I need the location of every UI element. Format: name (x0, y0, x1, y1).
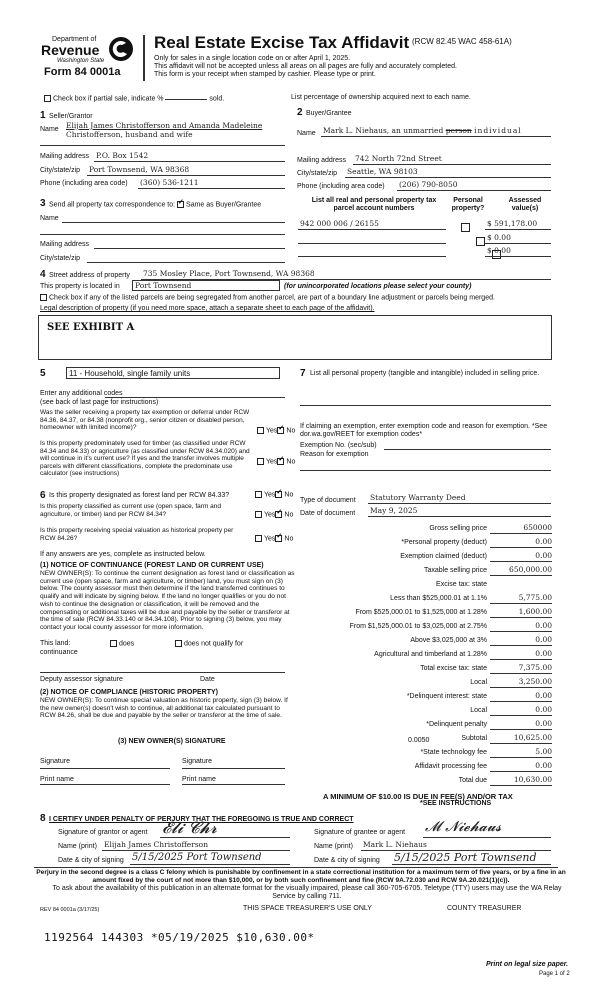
grantor-sig-label: Signature of grantor or agent (58, 829, 148, 836)
section-8-number: 8 (40, 813, 46, 824)
accessibility-notice: To ask about the availability of this publication in an alternate format for the visually impaired, please call 360-705-6705. Teletype (TTY) users may use the WA Relay Service by calling 711. (52, 885, 562, 900)
buyer-city[interactable]: Seattle, WA 98103 (347, 167, 418, 176)
personal-checkbox-2[interactable] (476, 237, 485, 246)
assessed-value-2[interactable]: $ 0.00 (487, 233, 511, 242)
ownership-note: List percentage of ownership acquired next to each name. (291, 94, 471, 101)
section-7-number: 7 (300, 368, 306, 379)
form-title: Real Estate Excise Tax Affidavit (154, 33, 410, 52)
seller-city-label: City/state/zip (40, 167, 81, 174)
reason-label: Reason for exemption (300, 451, 369, 458)
new-owner-signature-1: Signature (40, 758, 70, 765)
seller-name-2[interactable]: Christofferson, husband and wife (66, 130, 193, 139)
tax-row-value[interactable]: 3,250.00 (518, 677, 552, 686)
tax-row-label: *Delinquent penalty (426, 721, 487, 728)
state-label: Washington State (57, 58, 105, 64)
tax-row-label: Total excise tax: state (420, 665, 487, 672)
seller-city-line (87, 175, 285, 176)
s3-mailing-line (94, 248, 285, 249)
tax-row-label: Local (470, 679, 487, 686)
new-owner-print-1: Print name (40, 776, 74, 783)
additional-codes-label: Enter any additional codes (40, 390, 123, 397)
does-not-checkbox[interactable] (175, 640, 182, 647)
notice-3-heading: (3) NEW OWNER(S) SIGNATURE (118, 738, 226, 745)
tax-row-line (490, 547, 552, 548)
revenue-logo-icon (107, 35, 135, 63)
buyer-mailing[interactable]: 742 North 72nd Street (355, 154, 442, 163)
see-instructions: *SEE INSTRUCTIONS (420, 800, 492, 807)
local-rate[interactable]: 0.0050 (408, 737, 430, 744)
tax-row-label: Agricultural and timberland at 1.28% (374, 651, 487, 658)
new-owner-print-line-2 (182, 784, 285, 785)
tax-row-value[interactable]: 0.00 (535, 761, 552, 770)
header-divider (143, 35, 145, 81)
additional-codes-line (105, 397, 285, 398)
grantor-name-label: Name (print) (58, 843, 97, 850)
grantee-name[interactable]: Mark L. Niehaus (363, 840, 427, 849)
personal-col-a: Personal (453, 197, 483, 204)
property-use-select[interactable]: 11 - Household, single family units (66, 367, 280, 379)
tax-row-label: Local (470, 707, 487, 714)
tax-row-label: Gross selling price (429, 525, 487, 532)
partial-sold-label: sold. (209, 95, 225, 103)
parcel-number-1[interactable]: 942 000 006 / 26155 (300, 219, 379, 228)
exemption-no-line (384, 449, 551, 450)
buyer-phone-line (397, 190, 551, 191)
grantee-date-city[interactable]: 5/15/2025 Port Townsend (394, 851, 537, 864)
seller-line (40, 145, 285, 146)
continuance-label: continuance (40, 649, 78, 656)
seller-mailing-line (94, 161, 285, 162)
s6q2-yesno (255, 511, 293, 519)
legal-size-note: Print on legal size paper. (486, 961, 569, 968)
tax-row-label: Affidavit processing fee (414, 763, 487, 770)
answers-note: If any answers are yes, complete as instructed below. (40, 551, 206, 558)
personal-checkbox-1[interactable] (461, 223, 470, 232)
s6q2-yes-label: Yes (264, 511, 276, 519)
buyer-phone-label: Phone (including area code) (297, 183, 385, 190)
s6q2-yes-checkbox[interactable] (255, 511, 262, 518)
q1-no-label: No (286, 427, 296, 435)
historic-question: Is this property receiving special valuation as historical property per RCW 84.26? (40, 527, 234, 542)
tax-row-value[interactable]: 0.00 (535, 649, 552, 658)
doc-type[interactable]: Statutory Warranty Deed (370, 493, 466, 502)
q1-yes-label: Yes (266, 427, 278, 435)
parcel-col-header (304, 197, 444, 213)
exhibit-text: SEE EXHIBIT A (47, 322, 135, 333)
this-land-label: This land: (40, 640, 71, 647)
treasurer-receipt-stamp: 1192564 144303 *05/19/2025 $10,630.00* (44, 931, 315, 944)
tax-row-value[interactable]: 7,375.00 (518, 663, 552, 672)
tax-row-line (490, 729, 552, 730)
tax-row-value[interactable]: 0.00 (535, 551, 552, 560)
s3-city-label: City/state/zip (40, 255, 81, 262)
buyer-name-row[interactable] (323, 126, 522, 135)
parcel-line-2 (298, 243, 446, 244)
segregated-row (40, 294, 495, 302)
seller-name-1[interactable]: Elijah James Christofferson and Amanda Madeleine (66, 121, 263, 130)
tax-row-value[interactable]: 10,630.00 (513, 775, 552, 784)
revision-label: REV 84 0001a (3/17/25) (40, 907, 100, 913)
located-note: (for unincorporated locations please select your county) (284, 283, 472, 290)
grantor-signature[interactable]: 𝓔𝓵𝓲 𝓒𝓱𝓻 (162, 818, 218, 837)
q1-yesno (257, 427, 295, 435)
personal-col-b: property? (451, 205, 485, 212)
header-line-3: This form is your receipt when stamped by cashier. Please type or print. (154, 71, 376, 78)
assessor-date-label: Date (200, 676, 215, 683)
q1-yes-checkbox[interactable] (257, 427, 264, 434)
s3-name-label: Name (40, 215, 59, 222)
section-3-number: 3 (40, 198, 46, 209)
perjury-notice: Perjury in the second degree is a class C felony which is punishable by confinement in a state correctional institution for a maximum term of five years, or by a fine in an amount fixed by the court of not more than $10,000, or by both such confinement and fine (RCW 9A.72.030 and RCW 9A.20.021(1)(c)). (36, 869, 566, 884)
grantor-date-line (130, 864, 290, 865)
segregated-checkbox[interactable] (40, 294, 47, 301)
tax-row-line (490, 715, 552, 716)
tax-row-value[interactable]: 5.00 (535, 747, 552, 756)
street-label: Street address of property (49, 272, 130, 279)
tax-row-value[interactable]: 0.00 (535, 537, 552, 546)
dept-label: Department of (52, 36, 97, 43)
section-3-row (49, 201, 261, 209)
s3-mailing-label: Mailing address (40, 241, 90, 248)
tax-row-label: From $525,000.01 to $1,525,000 at 1.28% (355, 609, 487, 616)
tax-row-label: Subtotal (461, 735, 487, 742)
seller-mailing[interactable]: P.O. Box 1542 (96, 151, 149, 160)
s7-line-1 (300, 405, 551, 406)
s6q3-yes-label: Yes (264, 535, 276, 543)
buyer-phone[interactable]: (206) 790-8050 (399, 180, 458, 189)
tax-row-line (490, 687, 552, 688)
buyer-name-struck: person (445, 126, 472, 135)
does-option (110, 640, 134, 648)
tax-row-label: *Delinquent interest: state (406, 693, 487, 700)
q2-yes-checkbox[interactable] (257, 458, 264, 465)
same-as-buyer-label: Same as Buyer/Grantee (186, 201, 262, 209)
buyer-city-label: City/state/zip (297, 170, 338, 177)
tax-row-label: Taxable selling price (423, 567, 487, 574)
tax-row-value[interactable]: 0.00 (535, 621, 552, 630)
segregated-label: Check box if any of the listed parcels are being segregated from another parcel, are part of a boundary line adjustment or parcels being merged. (49, 294, 495, 302)
assessor-signature-label: Deputy assessor signature (40, 676, 123, 683)
does-checkbox[interactable] (110, 640, 117, 647)
same-as-buyer-checkbox[interactable] (177, 201, 184, 208)
tax-row-line (490, 757, 552, 758)
doc-date-label: Date of document (300, 510, 356, 517)
see-back-note: (see back of last page for instructions) (40, 399, 159, 406)
doc-type-line (368, 503, 551, 504)
q2-yes-label: Yes (266, 458, 278, 466)
seller-city[interactable]: Port Townsend, WA 98368 (89, 165, 190, 174)
buyer-heading: Buyer/Grantee (306, 110, 352, 117)
s6q1-no-label: No (284, 491, 294, 499)
timber-question: Is this property predominately used for timber (as classified under RCW 84.34 and 84.33) or agriculture (as classified under RCW 84.34.020) and will continue in it's current use? If yes and the transfer involves multiple parcels with different classifications, complete the predominate use calculator (see instructions) (40, 440, 250, 477)
new-owner-signature-2: Signature (182, 758, 212, 765)
assessor-sig-line (40, 672, 285, 673)
exemption-instructions: If claiming an exemption, enter exemption code and reason for exemption. *See dor.wa.gov/REET for exemption codes* (300, 423, 548, 438)
notice-2-heading: (2) NOTICE OF COMPLIANCE (HISTORIC PROPERTY) (40, 689, 218, 696)
tax-row-value[interactable]: 10,625.00 (513, 733, 552, 742)
grantee-sig-line (423, 837, 551, 838)
new-owner-print-line-1 (40, 784, 170, 785)
tax-row-value[interactable]: 0.00 (535, 691, 552, 700)
s3-line-2 (40, 234, 285, 235)
tax-row-label: Total due (458, 777, 487, 784)
parcel-line-3 (298, 256, 446, 257)
tax-row-line (490, 603, 552, 604)
tax-row-line (490, 743, 552, 744)
buyer-mailing-label: Mailing address (297, 157, 347, 164)
q2-no-label: No (286, 458, 296, 466)
assessed-line-1 (485, 229, 551, 230)
street-address[interactable]: 735 Mosley Place, Port Townsend, WA 98368 (143, 269, 315, 278)
s6q1-yes-label: Yes (264, 491, 276, 499)
seller-phone[interactable]: (360) 536-1211 (140, 178, 199, 187)
tax-row-line (490, 533, 552, 534)
tax-row-value[interactable]: 0.00 (535, 705, 552, 714)
grantee-sig-label: Signature of grantee or agent (314, 829, 406, 836)
tax-row-label: From $1,525,000.01 to $3,025,000 at 2.75% (349, 623, 487, 630)
minimum-fee-notice: A MINIMUM OF $10.00 IS DUE IN FEE(S) AND/OR TAX (323, 792, 513, 801)
buyer-city-line (345, 177, 551, 178)
personal-property-text: List all personal property (tangible and intangible) included in selling price. (310, 370, 540, 377)
tax-row-label: Less than $525,000.01 at 1.1% (390, 595, 487, 602)
assessed-col-header (503, 197, 547, 213)
header-line-1: Only for sales in a single location code on or after April 1, 2025. (154, 55, 351, 62)
parcel-line-1 (298, 229, 446, 230)
s6q3-yesno (255, 535, 293, 543)
rcw-reference: (RCW 82.45 WAC 458-61A) (412, 37, 512, 46)
assessed-col-b: value(s) (511, 205, 539, 212)
s6q2-no-label: No (284, 511, 294, 519)
grantor-date-city[interactable]: 5/15/2025 Port Townsend (132, 852, 262, 863)
footer-rule (34, 867, 558, 868)
section-5-number: 5 (40, 368, 46, 379)
section-1-number: 1 (40, 110, 46, 121)
tax-row-line (490, 771, 552, 772)
assessed-value-3[interactable]: $ 0.00 (487, 246, 511, 255)
partial-sale-label: Check box if partial sale, indicate % (53, 95, 164, 103)
grantee-date-label: Date & city of signing (314, 857, 380, 864)
s6q3-yes-checkbox[interactable] (255, 535, 262, 542)
grantee-signature[interactable]: 𝓜 𝓝𝓲𝓮𝓱𝓪𝓾𝓼 (425, 819, 502, 835)
grantor-name[interactable]: Elijah James Christofferson (104, 840, 209, 849)
parcel-col-1a: List all real and personal property tax (311, 197, 437, 204)
revenue-wordmark: Revenue (41, 42, 100, 58)
grantor-name-line (102, 850, 290, 851)
does-not-label: does not qualify for (184, 640, 244, 648)
q2-no-checkbox[interactable] (277, 458, 284, 465)
notice-1-heading: (1) NOTICE OF CONTINUANCE (FOREST LAND OR CURRENT USE) (40, 562, 264, 569)
q1-no-checkbox[interactable] (277, 427, 284, 434)
seller-name-label: Name (40, 126, 59, 133)
grantor-date-label: Date & city of signing (58, 857, 124, 864)
current-use-question: Is this property classified as current use (open space, farm and agriculture, or timber) land per RCW 84.34? (40, 503, 222, 518)
tax-row-value[interactable]: 0.00 (535, 719, 552, 728)
tax-row-value[interactable]: 0.00 (535, 635, 552, 644)
seller-heading: Seller/Grantor (49, 113, 93, 120)
tax-row-line (490, 561, 552, 562)
exemption-question: Was the seller receiving a property tax exemption or deferral under RCW 84.36, 84.37, or 84.38 (nonprofit org., senior citizen or disabled person, homeowner with limited income)? (40, 409, 250, 431)
reason-line (300, 470, 551, 471)
treasurer-use-label: THIS SPACE TREASURER'S USE ONLY (243, 905, 372, 912)
tax-row-line (490, 617, 552, 618)
s3-city-line (87, 262, 285, 263)
buyer-name-line (321, 136, 551, 137)
grantor-sig-line (160, 837, 290, 838)
assessed-line-2 (485, 243, 551, 244)
forest-question: Is this property designated as forest land per RCW 84.33? (49, 492, 230, 499)
located-label: This property is located in (40, 283, 120, 290)
new-owner-print-2: Print name (182, 776, 216, 783)
partial-percent-field[interactable] (165, 99, 207, 100)
tax-row-value[interactable]: 1,600.00 (518, 607, 552, 616)
s6q3-no-checkbox[interactable] (275, 535, 282, 542)
tax-row-label: Excise tax: state (436, 581, 487, 588)
tax-row-line (490, 785, 552, 786)
legal-description-label: Legal description of property (if you need more space, attach a separate sheet to each page of the affidavit). (40, 305, 375, 312)
notice-2-body: NEW OWNER(S): To continue special valuation as historic property, sign (3) below. If the new owner(s) doesn't wish to continue, all additional tax calculated pursuant to RCW 84.26, shall be due and payable by the seller or transferor at the time of sale. (40, 697, 288, 720)
tax-row-line (490, 673, 552, 674)
assessed-col-a: Assessed (508, 197, 542, 204)
section-2-number: 2 (297, 107, 303, 118)
tax-row-line (490, 659, 552, 660)
buyer-mailing-line (353, 164, 551, 165)
buyer-name-label: Name (297, 130, 316, 137)
does-not-option (175, 640, 243, 648)
personal-col-header (449, 197, 487, 213)
doc-type-label: Type of document (300, 497, 356, 504)
partial-sale-checkbox[interactable] (44, 95, 51, 102)
doc-date-line (368, 516, 551, 517)
s6q1-yes-checkbox[interactable] (255, 491, 262, 498)
buyer-name-after: individual (474, 126, 522, 135)
tax-row-line (490, 575, 552, 576)
assessed-value-1[interactable]: $ 591,178.00 (487, 219, 538, 228)
tax-row-value[interactable]: 5,775.00 (518, 593, 552, 602)
new-owner-sig-line-2 (182, 768, 285, 769)
exemption-no-label: Exemption No. (sec/sub) (300, 442, 377, 449)
page-number: Page 1 of 2 (539, 971, 570, 977)
parcel-col-1b: parcel account numbers (333, 205, 415, 212)
seller-mailing-label: Mailing address (40, 153, 90, 160)
section-6-number: 6 (40, 490, 46, 501)
tax-row-line (490, 631, 552, 632)
s6q3-no-label: No (284, 535, 294, 543)
tax-row-label: *Personal property (deduct) (401, 539, 487, 546)
doc-date[interactable]: May 9, 2025 (370, 506, 418, 515)
tax-row-value[interactable]: 650000 (523, 523, 552, 532)
grantee-name-label: Name (print) (314, 843, 353, 850)
tax-row-label: Above $3,025,000 at 3% (410, 637, 487, 644)
section-4-number: 4 (40, 269, 46, 280)
seller-phone-label: Phone (including area code) (40, 180, 128, 187)
form-number: Form 84 0001a (44, 66, 121, 78)
partial-sale-row (44, 95, 224, 103)
tax-row-label: *State technology fee (420, 749, 487, 756)
s3-name-line (62, 222, 285, 223)
grantee-date-line (392, 864, 551, 865)
assessed-line-3 (485, 256, 551, 257)
header-line-2: This affidavit will not be accepted unless all areas on all pages are fully and accurately completed. (154, 63, 457, 70)
tax-row-value[interactable]: 650,000.00 (509, 565, 552, 574)
location-select[interactable]: Port Townsend (132, 280, 280, 291)
does-label: does (119, 640, 135, 648)
s6q1-no-checkbox[interactable] (275, 491, 282, 498)
tax-row-line (490, 645, 552, 646)
certify-statement: I CERTIFY UNDER PENALTY OF PERJURY THAT THE FOREGOING IS TRUE AND CORRECT (49, 816, 354, 823)
buyer-name: Mark L. Niehaus, an unmarried (323, 126, 444, 135)
new-owner-sig-line-1 (40, 768, 170, 769)
correspondence-label: Send all property tax correspondence to: (49, 201, 176, 209)
county-treasurer-label: COUNTY TREASURER (447, 905, 522, 912)
s6q2-no-checkbox[interactable] (275, 511, 282, 518)
seller-phone-line (138, 188, 285, 189)
tax-row-line (490, 701, 552, 702)
q2-yesno (257, 458, 295, 466)
tax-row-label: Exemption claimed (deduct) (400, 553, 487, 560)
s6q1-yesno (255, 491, 293, 499)
notice-1-body: NEW OWNER(S): To continue the current designation as forest land or classification as current use (open space, farm and agriculture, or timber) land, you must sign on (3) below. The county assessor must then determine if the land transferred continues to qualify and will indicate by signing below. If the land no longer qualifies or you do not wish to continue the designation or classification, it will be removed and the compensating or additional taxes will be due and payable by the seller or transferor at the time of sale (RCW 84.33.140 or 84.34.108). Prior to signing (3) below, you may contact your local county assessor for more information. (40, 570, 295, 631)
